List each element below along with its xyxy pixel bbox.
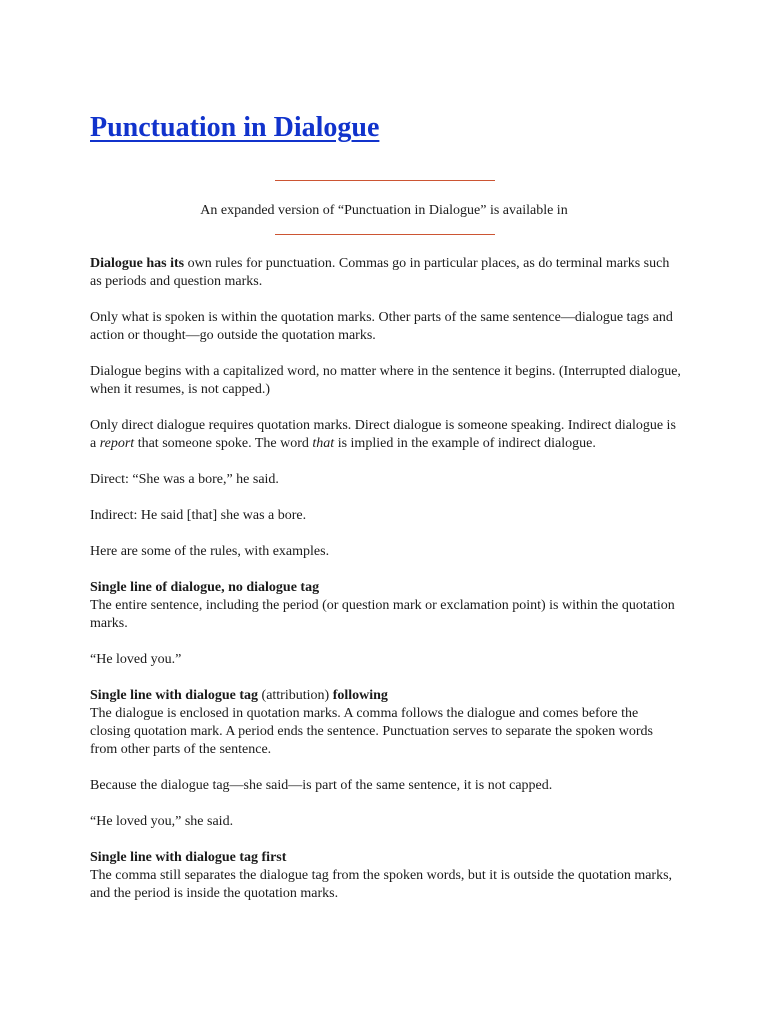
direct-italic-report: report: [99, 436, 135, 451]
divider-top: [275, 180, 495, 181]
section1-example: “He loved you.”: [90, 652, 182, 667]
section2-text: The dialogue is enclosed in quotation marks. A comma follows the dialogue and comes before the closing quotation mark. A period ends the sentence. Punctuation serves to separate the spoken words from other parts of the sentence.: [90, 706, 653, 757]
example-indirect: Indirect: He said [that] she was a bore.: [90, 508, 307, 523]
direct-text-2: that someone spoke. The word: [134, 436, 313, 451]
section3-text: The comma still separates the dialogue tag from the spoken words, but it is outside the quotation marks, and the period is inside the quotation marks.: [90, 868, 673, 901]
page-title-link[interactable]: Punctuation in Dialogue: [90, 112, 380, 143]
intro-bold-lead: Dialogue has its: [90, 256, 185, 271]
section1-text: The entire sentence, including the period (or question mark or exclamation point) is within the quotation marks.: [90, 598, 675, 631]
section2-note: Because the dialogue tag—she said—is part of the same sentence, it is not capped.: [90, 778, 553, 793]
capital-paragraph: Dialogue begins with a capitalized word, no matter where in the sentence it begins. (Interrupted dialogue, when it resumes, is not capped.): [90, 364, 681, 397]
section3-heading: Single line with dialogue tag first: [90, 850, 287, 865]
expanded-version-note: An expanded version of “Punctuation in Dialogue” is available in: [200, 203, 568, 218]
section1-heading: Single line of dialogue, no dialogue tag: [90, 580, 320, 595]
section2-heading-part2: following: [332, 688, 388, 703]
direct-text-1: Only direct dialogue requires quotation marks. Direct dialogue is someone speaking. Indirect dialogue is a: [90, 418, 676, 451]
direct-italic-that: that: [312, 436, 335, 451]
rules-intro: Here are some of the rules, with examples.: [90, 544, 330, 559]
intro-text: own rules for punctuation. Commas go in particular places, as do terminal marks such as periods and question marks.: [90, 256, 670, 289]
section2-example: “He loved you,” she said.: [90, 814, 234, 829]
section2-heading-part1: Single line with dialogue tag: [90, 688, 259, 703]
spoken-paragraph: Only what is spoken is within the quotation marks. Other parts of the same sentence—dialogue tags and action or thought—go outside the quotation marks.: [90, 310, 673, 343]
section2-heading-paren: (attribution): [258, 688, 333, 703]
article-body: [90, 255, 682, 921]
divider-bottom: [275, 234, 495, 235]
example-direct: Direct: “She was a bore,” he said.: [90, 472, 279, 487]
intro-paragraph: [90, 255, 682, 291]
direct-indirect-paragraph: [90, 417, 682, 453]
direct-text-3: is implied in the example of indirect dialogue.: [334, 436, 596, 451]
section2-heading: [90, 687, 682, 705]
